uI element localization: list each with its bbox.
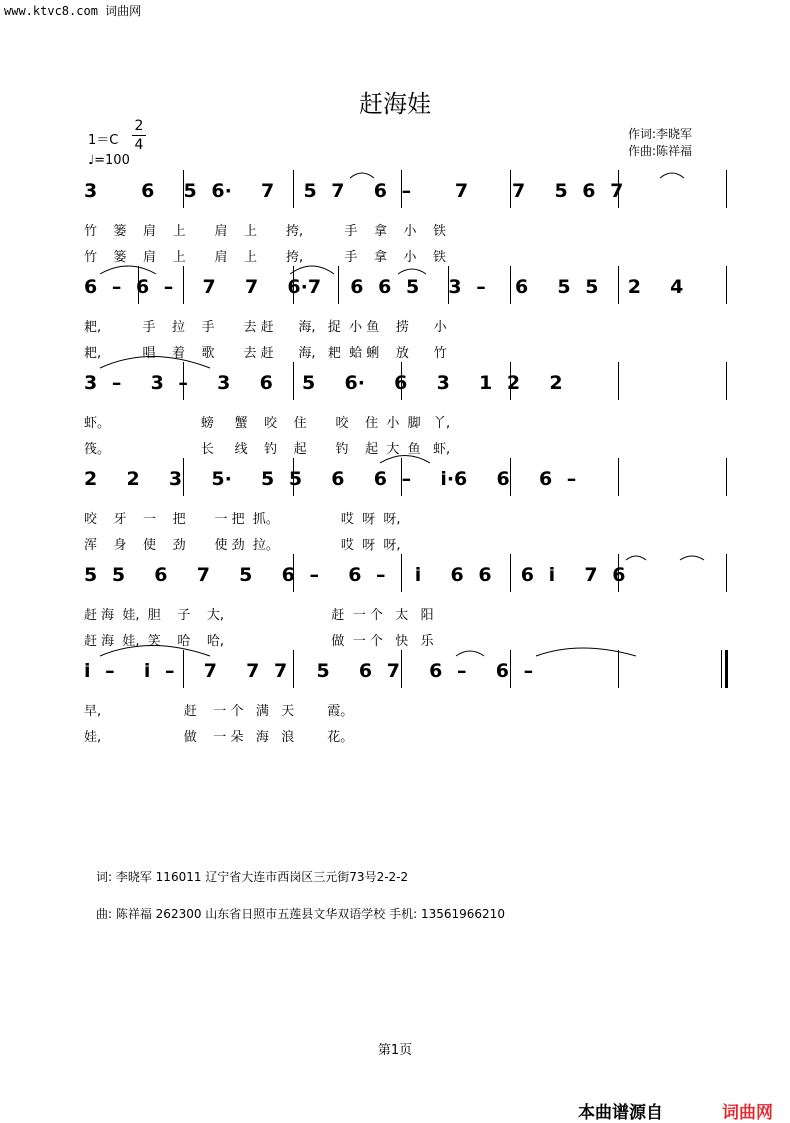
lyrics-verse-1: 虾。 螃 蟹 咬 住 咬 住 小 脚 丫, [84,416,451,431]
lyrics-verse-2: 耙, 唱 着 歌 去 赶 海, 耙 蛤 蜊 放 竹 [84,346,447,361]
notation-line: 2 2 3 5· 5 5 6 6 – i·6 6 6 – [84,468,577,490]
key-signature: 1＝C [88,133,119,148]
page-number: 第1页 [377,1043,413,1058]
composer-credit: 作曲:陈祥福 [628,144,693,158]
notation-line: 3 – 3 – 3 6 5 6· 6 3 1 2 2 [84,372,563,394]
lyrics-verse-2: 赶 海 娃, 笑 哈 哈, 做 一 个 快 乐 [84,634,434,649]
lyricist-credit: 作词:李晓军 [628,127,693,141]
lyrics-verse-1: 咬 牙 一 把 一 把 抓。 哎 呀 呀, [84,512,401,527]
watermark-url: www.ktvc8.com 词曲网 [4,4,142,18]
notation-line: 3 6 5 6· 7 5 7 6 – 7 7 5 6 7 [84,180,624,202]
song-title: 赶海娃 [359,90,431,118]
lyrics-verse-2: 筏。 长 线 钓 起 钓 起 大 鱼 虾, [84,442,451,457]
site-logo: 词曲网 [722,1103,773,1123]
footer-composer-info: 曲: 陈祥福 262300 山东省日照市五莲县文华双语学校 手机: 13561966210 [96,907,505,921]
lyrics-verse-2: 娃, 做 一 朵 海 浪 花。 [84,730,354,745]
notation-line: i – i – 7 7 7 5 6 7 6 – 6 – [84,660,534,682]
lyrics-verse-1: 早, 赶 一 个 满 天 霞。 [84,704,354,719]
lyrics-verse-1: 赶 海 娃, 胆 子 大, 赶 一 个 太 阳 [84,608,434,623]
lyrics-verse-2: 浑 身 使 劲 使 劲 拉。 哎 呀 呀, [84,538,401,553]
lyrics-verse-1: 竹 篓 肩 上 肩 上 挎, 手 拿 小 铁 [84,224,447,239]
time-bottom: 4 [134,137,144,153]
notation-line: 6 – 6 – 7 7 6·7 6 6 5 3 – 6 5 5 2 4 [84,276,684,298]
source-label: 本曲谱源自 [578,1103,663,1123]
footer-lyricist-info: 词: 李晓军 116011 辽宁省大连市西岗区三元街73号2-2-2 [96,870,409,884]
tempo-marking: ♩=100 [88,153,130,168]
lyrics-verse-2: 竹 篓 肩 上 肩 上 挎, 手 拿 小 铁 [84,250,447,265]
time-top: 2 [134,118,144,134]
notation-line: 5 5 6 7 5 6 – 6 – i 6 6 6 i 7 6 [84,564,626,586]
lyrics-verse-1: 耙, 手 拉 手 去 赶 海, 捉 小 鱼 捞 小 [84,320,447,335]
